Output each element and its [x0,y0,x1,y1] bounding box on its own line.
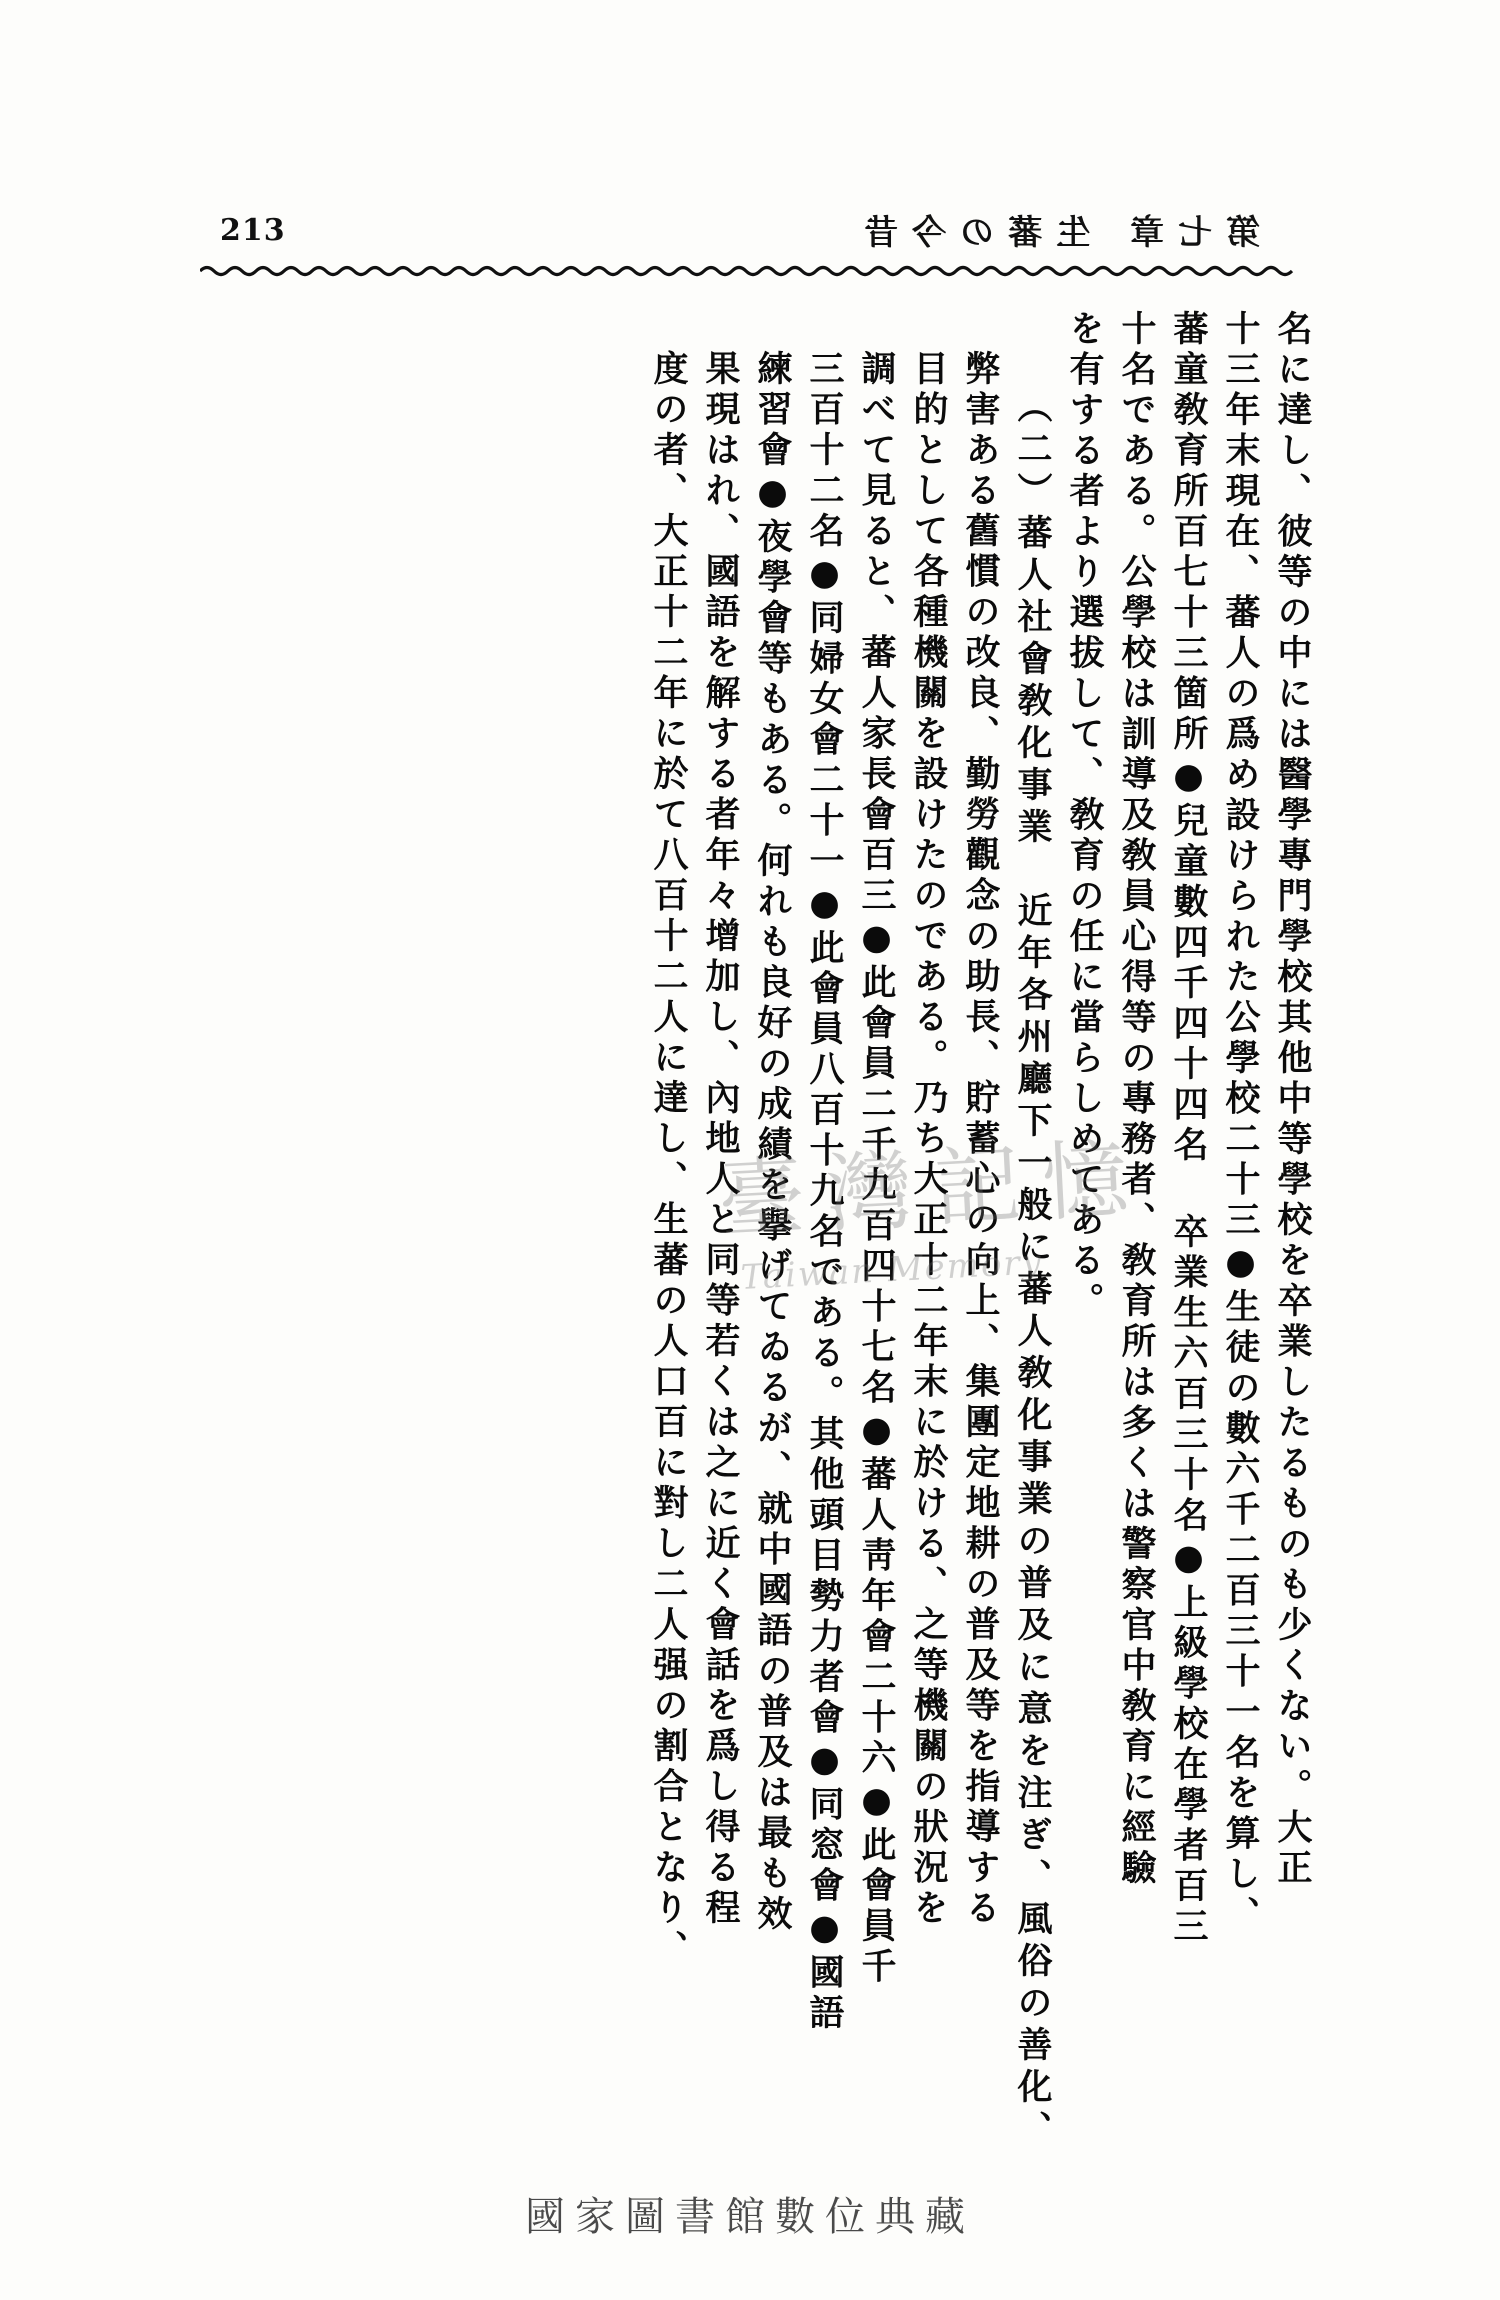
text-column: を有する者より選拔して、敎育の任に當らしめてある。 [1064,310,1105,1323]
text-column: 十名である。公學校は訓導及敎員心得等の專務者、敎育所は多くは警察官中敎育に經驗 [1116,310,1157,1890]
watermark-cjk-text: 臺灣記憶 [716,1128,1153,1251]
text-column: 目的として各種機關を設けたのである。乃ち大正十二年末に於ける、之等機關の狀況を [908,350,949,1930]
text-column: 三百十二名●同婦女會二十一●此會員八百十九名である。其他頭目勢力者會●同窓會●國語 [804,350,845,2035]
page-header [210,205,1310,265]
header-wavy-rule [200,262,1300,278]
text-column: 十三年末現在、蕃人の爲め設けられた公學校二十三●生徒の數六千二百三十一名を算し、 [1220,310,1261,1936]
text-column: 度の者、大正十二年に於て八百十二人に達し、生蕃の人口百に對し二人强の割合となり、 [648,350,689,1970]
body-text-block [195,310,1313,2152]
watermark-latin-text: Taiwan Memory [739,1242,1044,1298]
text-column: 名に達し、彼等の中には醫學專門學校其他中等學校を卒業したるものも少くない。大正 [1272,310,1313,1890]
text-column: 調べて見ると、蕃人家長會百三●此會員二千九百四十七名●蕃人靑年會二十六●此會員千 [856,350,897,1988]
text-column: 弊害ある舊慣の改良、勤勞觀念の助長、貯蓄心の向上、集團定地耕の普及等を指導する [960,350,1001,1930]
text-column: 蕃童敎育所百七十三箇所●兒童數四千四十四名 卒業生六百三十名●上級學校在學者百三 [1168,310,1209,1948]
text-column: 果現はれ、國語を解する者年々增加し、內地人と同等若くは之に近く會話を爲し得る程 [700,350,741,1930]
footer-library-stamp: 國家圖書館數位典藏 [525,2194,975,2240]
page-number: 213 [220,213,286,248]
text-column: 練習會●夜學會等もある。何れも良好の成績を擧げてゐるが、就中國語の普及は最も效 [752,350,793,1936]
section-heading-column: （二）蕃人社會敎化事業 近年各州廳下一般に蕃人敎化事業の普及に意を注ぎ、風俗の善化、 [1012,388,1053,2152]
running-head: 第七章 生蕃の今昔 [850,213,1260,253]
